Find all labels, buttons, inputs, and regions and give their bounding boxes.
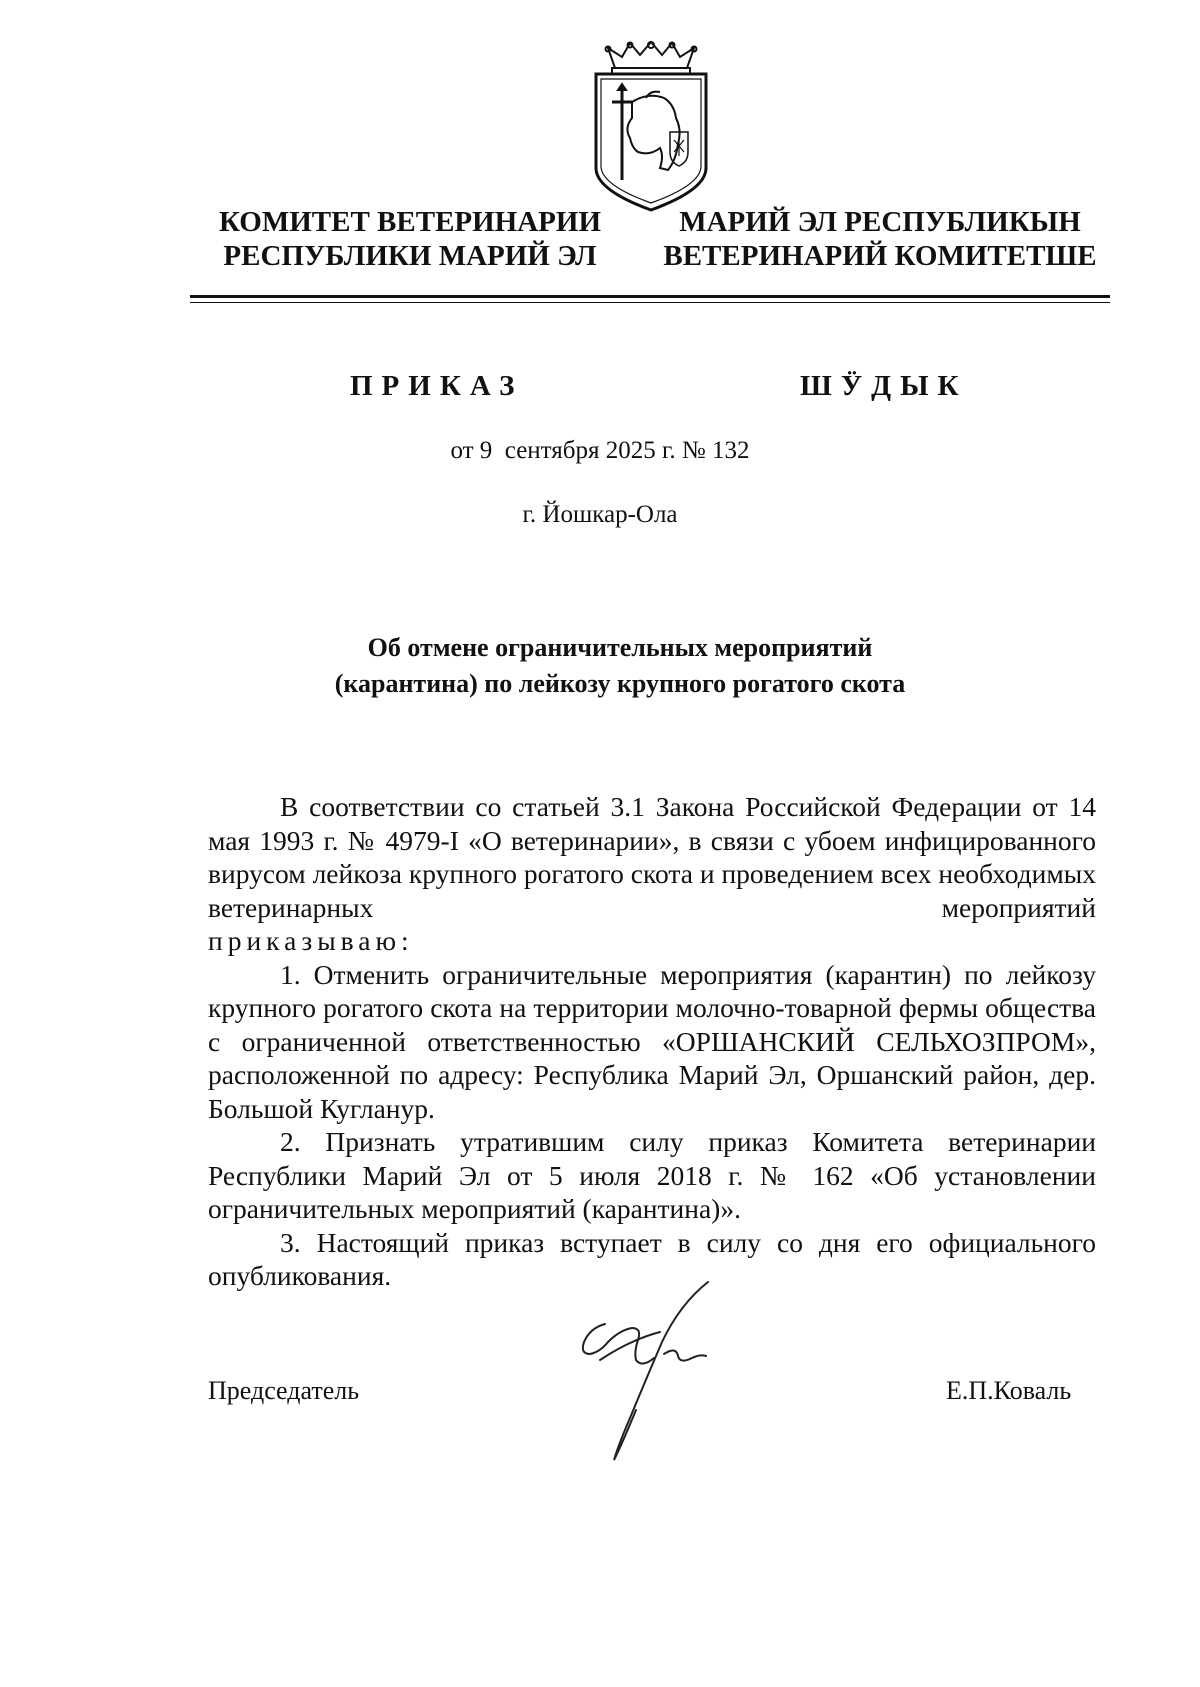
order-title: [200, 630, 1040, 702]
preamble-paragraph: В соответствии со статьей 3.1 Закона Российской Федерации от 14 мая 1993 г. № 4979-I «О ветеринарии», в связи с убоем инфицированного вирусом лейкоза крупного рогатого скота и проведением всех необходимых ветеринарных мероприятий: [208, 791, 1096, 923]
order-item-2: 2. Признать утратившим силу приказ Комитета ветеринарии Республики Марий Эл от 5 июля 2018 г. № 162 «Об установлении ограничительных мероприятий (карантина)».: [208, 1126, 1096, 1224]
header-rule-thin: [190, 302, 1110, 303]
title-line1: Об отмене ограничительных мероприятий: [367, 633, 873, 662]
coat-of-arms-icon: [590, 40, 712, 212]
organization-name-mari: [660, 205, 1100, 273]
org-mari-line2: ВЕТЕРИНАРИЙ КОМИТЕТШЕ: [663, 240, 1097, 272]
order-city: г. Йошкар-Ола: [522, 501, 678, 528]
doc-type-mari: ШӰДЫК: [800, 370, 968, 402]
organization-name-russian: [210, 205, 610, 273]
doc-type-russian: ПРИКАЗ: [350, 370, 524, 402]
org-mari-line1: МАРИЙ ЭЛ РЕСПУБЛИКЫН: [679, 206, 1081, 238]
signatory-role: Председатель: [208, 1376, 360, 1405]
title-line2: (карантина) по лейкозу крупного рогатого скота: [334, 669, 906, 698]
org-ru-line2: РЕСПУБЛИКИ МАРИЙ ЭЛ: [223, 240, 597, 272]
header-rule-thick: [190, 295, 1110, 298]
order-date-number: от 9 сентября 2025 г. № 132: [450, 437, 750, 464]
order-item-1: 1. Отменить ограничительные мероприятия (карантин) по лейкозу крупного рогатого скота на территории молочно-товарной фермы общества с ограниченной ответственностью «ОРШАНСКИЙ СЕЛЬХОЗПРОМ», расположенной по адресу: Республика Марий Эл, Оршанский район, дер. Большой Кугланур.: [208, 958, 1096, 1124]
org-ru-line1: КОМИТЕТ ВЕТЕРИНАРИИ: [218, 206, 602, 238]
order-word: приказываю:: [208, 925, 414, 956]
order-body: [208, 790, 1096, 1293]
signature-icon: [560, 1280, 760, 1465]
signatory-name: Е.П.Коваль: [946, 1376, 1072, 1405]
order-item-3: 3. Настоящий приказ вступает в силу со дня его официального опубликования.: [208, 1226, 1096, 1291]
